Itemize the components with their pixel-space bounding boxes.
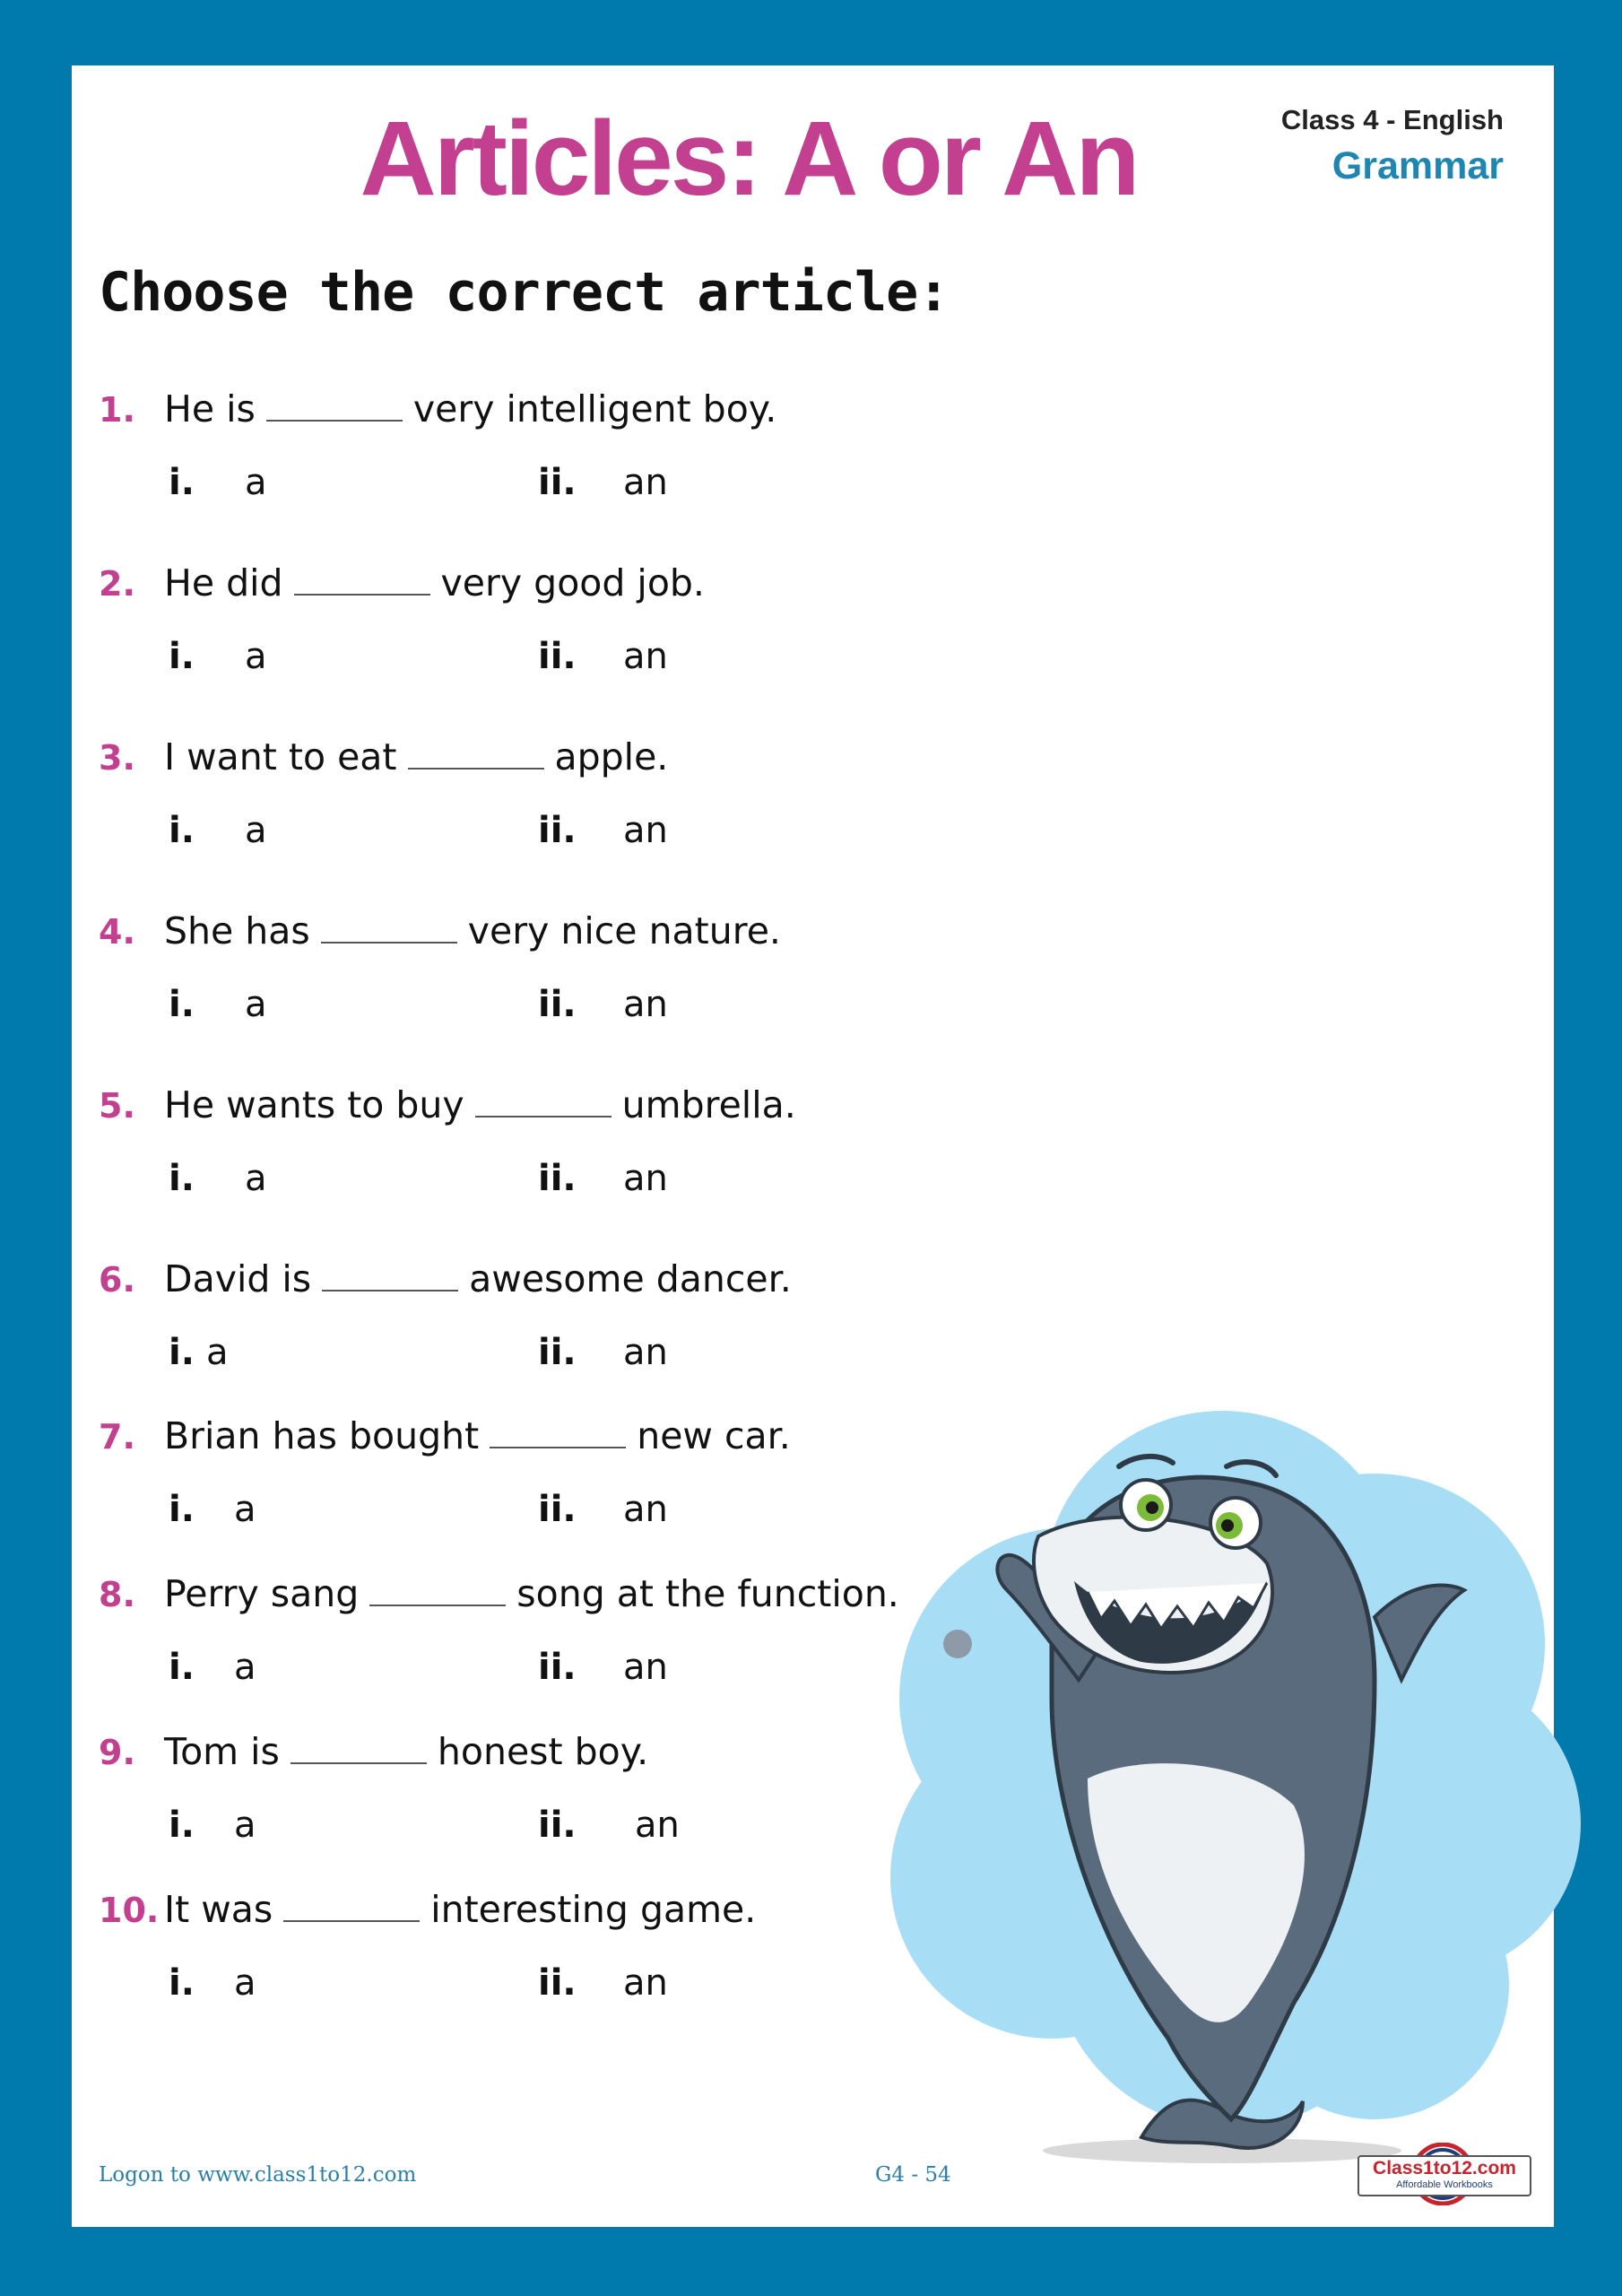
class-label: Class 4 - English [1280,104,1504,135]
class1to12-logo [1357,2143,1533,2205]
question-text-after: apple. [554,735,669,778]
option-numeral: ii. [538,1489,577,1530]
question-number: 7. [99,1417,135,1457]
question-text-after: interesting game. [430,1888,757,1931]
subject-label: Grammar [1331,144,1504,187]
page-code: G4 - 54 [875,2163,951,2187]
option-an[interactable] [538,1158,668,1199]
option-numeral: i. [169,636,195,677]
question-text-after: honest boy. [437,1730,649,1773]
instruction-heading: Choose the correct article: [99,261,950,324]
footer-website[interactable]: Logon to www.class1to12.com [99,2163,417,2187]
answer-blank[interactable] [283,1893,420,1922]
option-text: a [245,984,267,1025]
option-a[interactable] [169,984,267,1025]
question-text-after: new car. [637,1414,791,1457]
answer-blank[interactable] [490,1420,626,1448]
option-numeral: i. [169,1158,195,1199]
logo-tagline: Affordable Workbooks [1396,2179,1493,2190]
option-text: an [623,462,668,503]
option-numeral: i. [169,1962,195,2004]
option-numeral: ii. [538,984,577,1025]
answer-blank[interactable] [369,1578,506,1606]
question-text-after: very nice nature. [467,909,781,952]
option-numeral: i. [169,1647,195,1688]
shark-mascot-icon [872,1357,1581,2182]
option-an[interactable] [538,1332,668,1373]
question-number: 3. [99,738,135,778]
option-a[interactable] [169,1158,267,1199]
option-text: a [234,1962,256,2004]
answer-blank[interactable] [408,741,544,770]
option-an[interactable] [538,462,668,503]
option-text: a [234,1647,256,1688]
question-text-before: Brian has bought [164,1414,480,1457]
option-numeral: ii. [538,462,577,503]
option-an[interactable] [538,1962,668,2004]
question-number: 1. [99,390,135,430]
option-text: an [623,1962,668,2004]
option-text: an [623,636,668,677]
question-text-after: very good job. [440,561,705,604]
option-numeral: i. [169,810,195,851]
question-number: 4. [99,912,135,952]
question-text-before: He wants to buy [164,1083,464,1126]
option-numeral: i. [169,1805,195,1846]
option-numeral: ii. [538,636,577,677]
option-numeral: i. [169,1332,195,1373]
option-text: a [234,1489,256,1530]
option-text: an [623,984,668,1025]
option-an[interactable] [538,984,668,1025]
question-number: 2. [99,564,135,604]
question-number: 8. [99,1575,135,1614]
option-text: an [623,1647,668,1688]
question-text-after: song at the function. [516,1572,899,1615]
option-a[interactable] [169,1647,256,1688]
option-an[interactable] [538,1647,668,1688]
option-text: an [623,810,668,851]
option-numeral: ii. [538,1962,577,2004]
question-text-before: David is [164,1257,312,1300]
option-text: an [623,1332,668,1373]
question-text-before: It was [164,1888,273,1931]
answer-blank[interactable] [294,567,430,596]
option-numeral: ii. [538,1647,577,1688]
question-number: 6. [99,1260,135,1300]
option-text: an [623,1489,668,1530]
option-numeral: i. [169,1489,195,1530]
answer-blank[interactable] [291,1735,427,1764]
option-an[interactable] [538,636,668,677]
option-a[interactable] [169,636,267,677]
option-an[interactable] [538,1805,680,1846]
option-numeral: ii. [538,1158,577,1199]
question-number: 5. [99,1086,135,1126]
question-text-before: He is [164,387,256,430]
question-text-after: very intelligent boy. [412,387,777,430]
option-text: an [635,1805,680,1846]
question-text-before: She has [164,909,310,952]
answer-blank[interactable] [321,915,457,944]
question-number: 10. [99,1891,160,1930]
option-numeral: i. [169,984,195,1025]
question-text-after: awesome dancer. [469,1257,792,1300]
page-title: Articles: A or An [360,100,1138,218]
question-text-before: Perry sang [164,1572,360,1615]
question-number: 9. [99,1733,135,1772]
option-numeral: ii. [538,1805,577,1846]
option-text: a [234,1805,256,1846]
question-text-before: I want to eat [164,735,397,778]
answer-blank[interactable] [322,1263,458,1292]
logo-name: Class1to12.com [1373,2158,1516,2179]
question-text-after: umbrella. [621,1083,796,1126]
logo-box [1357,2155,1531,2196]
option-a[interactable] [169,1962,256,2004]
option-numeral: i. [169,462,195,503]
option-text: a [245,1158,267,1199]
option-a[interactable] [169,1805,256,1846]
option-an[interactable] [538,810,668,851]
option-a[interactable] [169,462,267,503]
option-text: a [245,636,267,677]
option-a[interactable] [169,1332,229,1373]
question-text-before: He did [164,561,283,604]
option-a[interactable] [169,810,267,851]
answer-blank[interactable] [266,393,403,422]
option-text: a [245,462,267,503]
option-text: an [623,1158,668,1199]
question-text-before: Tom is [164,1730,280,1773]
option-text: a [206,1332,229,1373]
option-text: a [245,810,267,851]
option-numeral: ii. [538,1332,577,1373]
option-an[interactable] [538,1489,668,1530]
answer-blank[interactable] [475,1089,612,1118]
option-a[interactable] [169,1489,256,1530]
option-numeral: ii. [538,810,577,851]
worksheet-page [72,65,1554,2227]
